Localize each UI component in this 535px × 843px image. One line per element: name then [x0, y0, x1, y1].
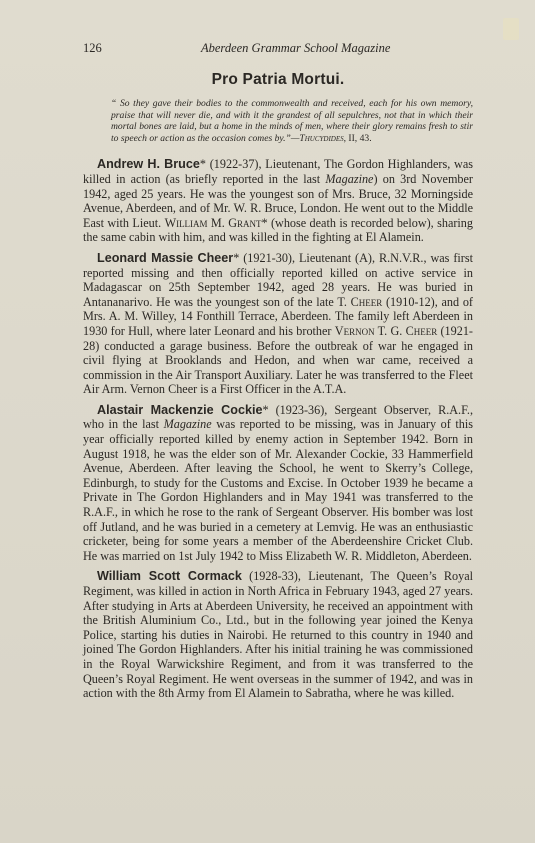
epigraph-source: Thucydides — [299, 132, 344, 144]
page-header — [83, 41, 473, 59]
obituary-name: William Scott Cormack — [97, 569, 242, 584]
epigraph-text: “ So they gave their bodies to the commonwealth and received, each for his own memory, praise that will never die, and with it the grandest of all sepulchres, not that in which their mortal bones are laid, but a home in the minds of men, where their glory remains fresh to stir to speech or action as the occasion comes by.”— — [111, 98, 473, 144]
obituary-name: Alastair Mackenzie Cockie — [97, 402, 263, 417]
obituary-text: * (whose death is recorded below), sharing the same cabin with him, and was killed in the fighting at El Alamein. — [83, 215, 473, 245]
obituary-text: (1928-33), Lieutenant, The Queen’s Royal Regiment, was killed in action in North Africa in February 1943, aged 27 years. After studying in Arts at Aberdeen University, he received an appointment with the British Aluminium Co., Ltd., but in the following year joined the Kenya Police, starting his duties in Nairobi. He returned to this country in 1940 and joined The Gordon Highlanders. After his initial training he was commissioned in the Royal Warwickshire Regiment, and from it was transferred to the Queen’s Royal Regiment. He went overseas in the summer of 1942, and was in action with the 8th Army from El Alamein to Sabratha, where he was killed. — [83, 569, 473, 701]
obituary-entry-cormack — [83, 569, 473, 700]
obituary-entry-bruce — [83, 157, 473, 245]
obituary-small-caps: Vernon T. G. Cheer — [334, 323, 438, 338]
obituary-text: * (1923-36), Sergeant Observer, R.A.F., who in the last — [83, 402, 473, 432]
running-head: Aberdeen Grammar School Magazine — [201, 41, 391, 55]
obituary-text: * (1922-37), Lieutenant, The Gordon Highlanders, was killed in action (as briefly reported in the last — [83, 157, 473, 186]
obituary-text: * (1921-30), Lieutenant (A), R.N.V.R., was first reported missing and then officially reported killed on active service in Madagascar on 25th September 1942, aged 28 years. He was buried in Antananarivo. He was the youngest son of the late T. — [83, 250, 473, 309]
obituary-entry-cockie — [83, 403, 473, 564]
paper-mark — [503, 18, 519, 40]
obituary-entry-cheer — [83, 251, 473, 397]
obituary-text: (1910-12), and of Mrs. A. M. Willey, 14 Fonthill Terrace, Aberdeen. The family left Aberdeen in 1930 for Hull, where later Leonard and his brother — [83, 294, 473, 338]
obituary-name: Andrew H. Bruce — [97, 157, 200, 172]
page-title: Pro Patria Mortui. — [211, 71, 345, 88]
obituary-small-caps: Cheer — [350, 294, 383, 309]
obituary-italic: Magazine — [163, 417, 212, 432]
obituary-text: (1921-28) conducted a garage business. Before the outbreak of war he engaged in civil flying at Brooklands and Hedon, and when war came, received a commission in the Air Transport Auxiliary. Later he was transferred to the Fleet Air Arm. Vernon Cheer is a First Officer in the A.T.A. — [83, 323, 473, 397]
obituary-small-caps: William M. Grant — [164, 215, 262, 230]
obituary-italic: Magazine — [325, 171, 374, 186]
obituary-text: ) on 3rd November 1942, aged 25 years. He was the youngest son of Mrs. Bruce, 32 Morningside Avenue, Aberdeen, and of Mr. W. R. Bruce, London. He went out to the Middle East with Lieut. — [83, 171, 473, 230]
epigraph-reference: , II, 43. — [343, 132, 372, 144]
obituary-name: Leonard Massie Cheer — [97, 250, 234, 265]
page-number: 126 — [83, 41, 102, 55]
epigraph — [111, 98, 473, 144]
obituary-text: was reported to be missing, was in January of this year officially reported killed by enemy action in September 1942. Born in August 1918, he was the elder son of Mr. Alexander Cockie, 33 Hammerfield Avenue, Aberdeen. After leaving the School, he went to Skerry’s College, Edinburgh, to study for the Customs and Excise. In October 1939 he became a Private in The Gordon Highlanders and in May 1941 was transferred to the R.A.F., in which he rose to the rank of Sergeant Observer. His bomber was lost off Jutland, and he was buried in a cemetery at Lemvig. He was an enthusiastic cricketer, being for some years a member of the Aberdeenshire Cricket Club. He was married on 1st July 1942 to Miss Elizabeth W. R. Middleton, Aberdeen. — [83, 417, 473, 563]
